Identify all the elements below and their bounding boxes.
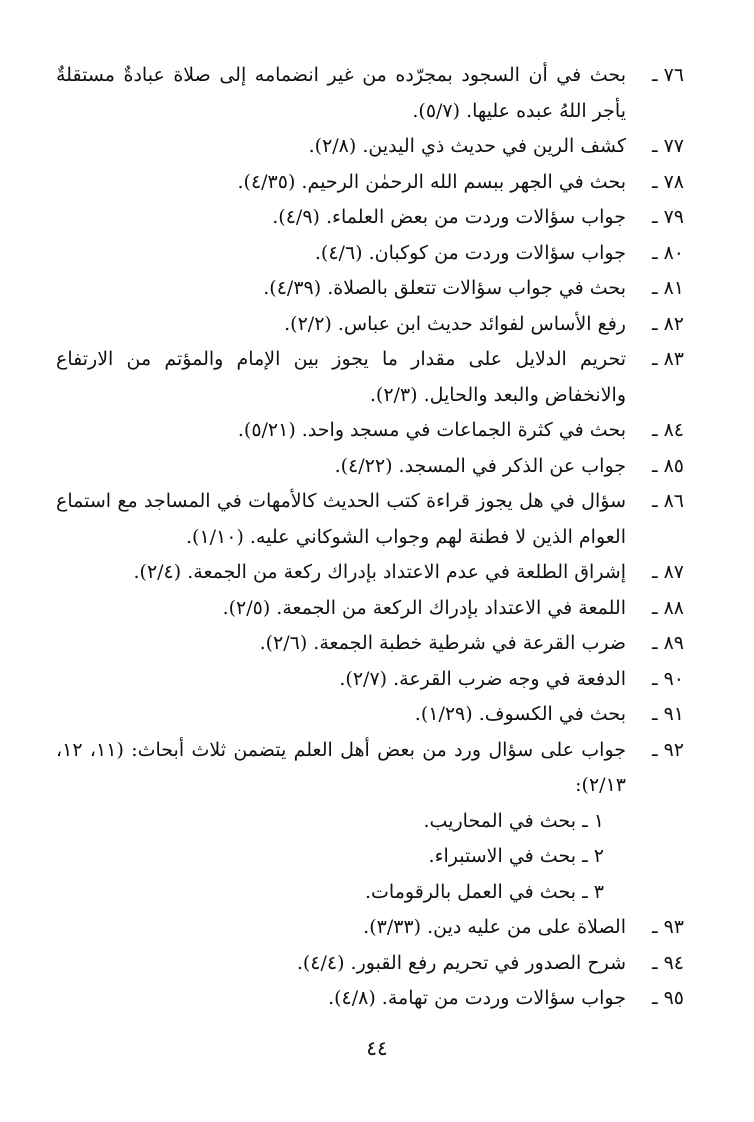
entry-number: ٨٠ ـ — [651, 241, 684, 264]
list-item — [56, 200, 684, 236]
list-item — [56, 449, 684, 485]
entry-number: ٩٥ ـ — [651, 987, 684, 1009]
entry-number: ٨٨ ـ — [651, 596, 684, 619]
sub-item-number: ١ ـ — [582, 809, 604, 832]
sub-item — [56, 875, 604, 911]
entry-number: ٧٧ ـ — [651, 135, 684, 157]
list-item — [56, 662, 684, 698]
entry-number: ٧٩ ـ — [651, 206, 684, 228]
entry-text: كشف الرين في حديث ذي اليدين. (٢/٨). — [308, 135, 626, 157]
sub-item — [56, 839, 604, 875]
list-item — [56, 236, 684, 272]
entry-text: جواب على سؤال ورد من بعض أهل العلم يتضمن ثلاث أبحاث: (١١، ١٢، ٢/١٣): — [56, 738, 627, 796]
entry-number: ٩٢ ـ — [651, 738, 684, 761]
list-item — [56, 555, 684, 591]
sub-list — [56, 804, 684, 911]
entry-text: بحث في أن السجود بمجرّده من غير انضمامه إلى صلاة عبادةٌ مستقلةٌ يأجر اللهُ عبده عليها. (٥/٧). — [56, 64, 626, 122]
sub-item-text: بحث في الاستبراء. — [428, 845, 576, 867]
entry-text: بحث في كثرة الجماعات في مسجد واحد. (٥/٢١). — [237, 419, 626, 441]
entry-text: بحث في الجهر ببسم الله الرحمٰن الرحيم. (٤/٣٥). — [237, 170, 626, 193]
entry-text: سؤال في هل يجوز قراءة كتب الحديث كالأمهات في المساجد مع استماع العوام الذين لا فطنة لهم وجواب الشوكاني عليه. (١/١٠). — [56, 490, 626, 548]
entry-text: بحث في الكسوف. (١/٢٩). — [414, 703, 626, 725]
entry-text: ضرب القرعة في شرطية خطبة الجمعة. (٢/٦). — [259, 632, 626, 654]
entry-number: ٨٦ ـ — [651, 490, 684, 512]
contents-list — [56, 58, 684, 1017]
entry-number: ٨٩ ـ — [651, 632, 684, 654]
list-item — [56, 910, 684, 946]
page-number: ٤٤ — [366, 1036, 388, 1060]
list-item — [56, 626, 684, 662]
list-item — [56, 271, 684, 307]
list-item — [56, 342, 684, 413]
list-item — [56, 697, 684, 733]
entry-text: تحريم الدلايل على مقدار ما يجوز بين الإمام والمؤتم من الارتفاع والانخفاض والبعد والحايل. (٢/٣). — [56, 348, 626, 406]
entry-text: جواب سؤالات وردت من بعض العلماء. (٤/٩). — [272, 206, 626, 228]
entry-text: شرح الصدور في تحريم رفع القبور. (٤/٤). — [296, 951, 626, 974]
list-item — [56, 733, 684, 804]
list-item — [56, 946, 684, 982]
entry-number: ٨٧ ـ — [651, 561, 684, 583]
entry-number: ٩١ ـ — [651, 703, 684, 725]
sub-item — [56, 804, 604, 840]
sub-item-number: ٣ ـ — [582, 880, 604, 903]
entry-text: رفع الأساس لفوائد حديث ابن عباس. (٢/٢). — [284, 312, 626, 335]
entry-number: ٨٢ ـ — [651, 312, 684, 335]
entry-text: الصلاة على من عليه دين. (٣/٣٣). — [363, 916, 626, 938]
list-item — [56, 484, 684, 555]
list-item — [56, 58, 684, 129]
entry-number: ٧٨ ـ — [651, 170, 684, 193]
sub-item-text: بحث في المحاريب. — [423, 809, 576, 832]
list-item — [56, 307, 684, 343]
entry-number: ٨٥ ـ — [651, 454, 684, 477]
list-item — [56, 413, 684, 449]
entry-number: ٨١ ـ — [651, 277, 684, 299]
entry-number: ٩٣ ـ — [651, 916, 684, 938]
entry-number: ٩٠ ـ — [651, 667, 684, 690]
entry-number: ٨٤ ـ — [651, 419, 684, 441]
list-item — [56, 591, 684, 627]
entry-text: جواب سؤالات وردت من كوكبان. (٤/٦). — [314, 241, 626, 264]
entry-text: جواب سؤالات وردت من تهامة. (٤/٨). — [328, 987, 626, 1009]
entry-text: إشراق الطلعة في عدم الاعتداد بإدراك ركعة من الجمعة. (٢/٤). — [133, 561, 626, 583]
entry-text: بحث في جواب سؤالات تتعلق بالصلاة. (٤/٣٩). — [263, 277, 626, 299]
sub-item-text: بحث في العمل بالرقومات. — [365, 880, 576, 903]
entry-number: ٧٦ ـ — [651, 64, 684, 86]
entry-text: جواب عن الذكر في المسجد. (٤/٢٢). — [334, 454, 626, 477]
list-item — [56, 129, 684, 165]
entry-number: ٩٤ ـ — [651, 951, 684, 974]
entry-number: ٨٣ ـ — [651, 348, 684, 370]
list-item — [56, 981, 684, 1017]
entry-text: اللمعة في الاعتداد بإدراك الركعة من الجمعة. (٢/٥). — [222, 596, 626, 619]
entry-text: الدفعة في وجه ضرب القرعة. (٢/٧). — [339, 667, 626, 690]
list-item — [56, 165, 684, 201]
sub-item-number: ٢ ـ — [582, 845, 604, 867]
